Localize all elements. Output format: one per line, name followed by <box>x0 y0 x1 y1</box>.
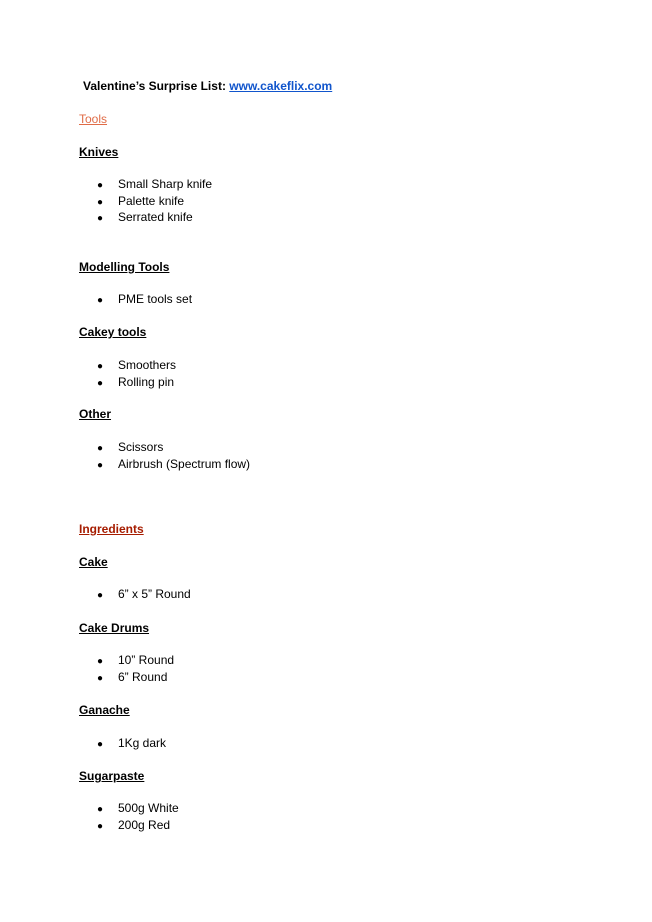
list-item: ● 6” Round <box>97 669 174 686</box>
bullet-icon: ● <box>97 196 104 208</box>
list-item: ● Airbrush (Spectrum flow) <box>97 456 250 473</box>
bullet-icon: ● <box>97 590 104 601</box>
ganache-list <box>97 735 166 752</box>
list-item: ● 500g White <box>97 800 179 817</box>
list-item: ● Serrated knife <box>97 209 212 226</box>
cakey-tools-heading: Cakey tools <box>79 325 147 339</box>
bullet-icon: ● <box>97 377 104 389</box>
bullet-icon: ● <box>97 656 104 667</box>
list-item: ● Small Sharp knife <box>97 176 212 193</box>
bullet-icon: ● <box>97 361 104 372</box>
list-item: ● Smoothers <box>97 357 176 374</box>
knives-heading: Knives <box>79 145 119 159</box>
sugarpaste-heading: Sugarpaste <box>79 769 145 783</box>
other-list <box>97 439 250 472</box>
cake-drums-list <box>97 652 174 685</box>
modelling-tools-list <box>97 291 192 308</box>
bullet-icon: ● <box>97 213 104 224</box>
bullet-icon: ● <box>97 459 104 471</box>
title-text: Valentine’s Surprise List: <box>83 79 230 93</box>
bullet-icon: ● <box>97 739 104 750</box>
tools-heading: Tools <box>79 112 108 126</box>
list-item: ● Scissors <box>97 439 250 456</box>
knives-list <box>97 176 212 226</box>
modelling-tools-heading: Modelling Tools <box>79 260 170 274</box>
list-item: ● 200g Red <box>97 817 179 834</box>
list-item: ● 10” Round <box>97 652 174 669</box>
cakeflix-link[interactable]: www.cakeflix.com <box>229 79 333 93</box>
list-item: ● Rolling pin <box>97 374 176 391</box>
list-item: ● 1Kg dark <box>97 735 166 752</box>
cake-heading: Cake <box>79 555 108 569</box>
ganache-heading: Ganache <box>79 703 130 717</box>
list-item: ● Palette knife <box>97 193 212 210</box>
bullet-icon: ● <box>97 295 104 306</box>
cake-list <box>97 586 191 603</box>
cake-drums-heading: Cake Drums <box>79 621 150 635</box>
other-heading: Other <box>79 407 112 421</box>
bullet-icon: ● <box>97 443 104 454</box>
sugarpaste-list <box>97 800 179 833</box>
cakey-tools-list <box>97 357 176 390</box>
bullet-icon: ● <box>97 180 104 191</box>
document-title <box>83 78 332 94</box>
bullet-icon: ● <box>97 820 104 832</box>
list-item: ● 6” x 5” Round <box>97 586 191 603</box>
bullet-icon: ● <box>97 672 104 684</box>
list-item: ● PME tools set <box>97 291 192 308</box>
bullet-icon: ● <box>97 804 104 815</box>
ingredients-heading: Ingredients <box>79 522 144 536</box>
